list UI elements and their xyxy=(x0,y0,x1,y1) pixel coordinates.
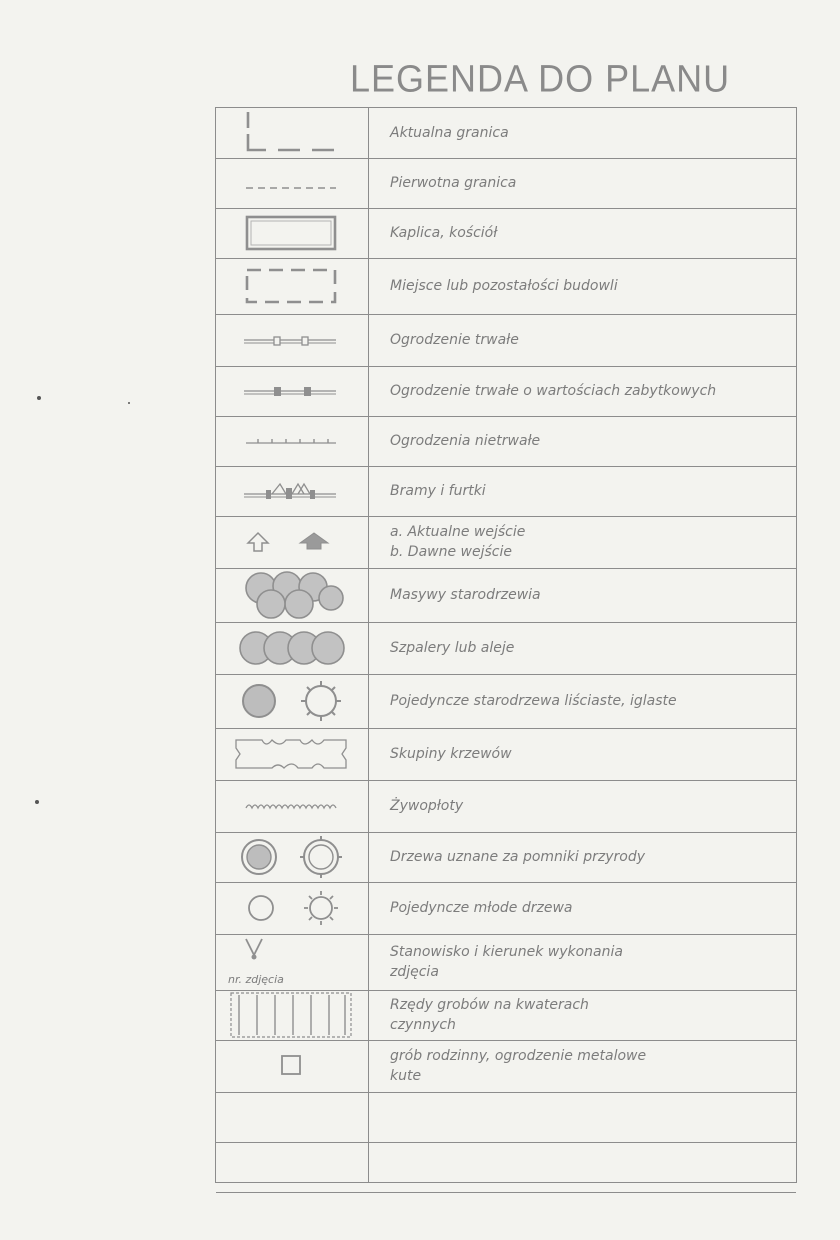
building-remains-icon xyxy=(216,258,368,314)
legend-row xyxy=(216,1040,796,1093)
legend-description xyxy=(390,1040,794,1092)
legend-row xyxy=(216,416,796,467)
empty-icon xyxy=(216,1192,368,1240)
historic-fence-icon xyxy=(216,366,368,416)
legend-description xyxy=(390,728,794,780)
legend-description xyxy=(390,882,794,934)
legend-description-line: Ogrodzenia nietrwałe xyxy=(390,433,541,449)
legend-description xyxy=(390,832,794,882)
old-tree-masses-icon xyxy=(216,568,368,622)
legend-description-line: Bramy i furtki xyxy=(390,483,486,499)
legend-row xyxy=(216,568,796,623)
legend-description-line: Kaplica, kościół xyxy=(390,225,498,241)
legend-description xyxy=(390,568,794,622)
monument-trees-icon xyxy=(216,832,368,882)
chapel-church-icon xyxy=(216,208,368,258)
current-border-icon xyxy=(216,108,368,158)
legend-description-line: Ogrodzenie trwałe o wartościach zabytkowych xyxy=(390,383,717,399)
legend-row xyxy=(216,258,796,315)
legend-description xyxy=(390,1092,794,1142)
margin-dot xyxy=(128,402,130,404)
legend-row xyxy=(216,728,796,781)
legend-description xyxy=(390,416,794,466)
legend-row xyxy=(216,158,796,209)
legend-row xyxy=(216,1092,796,1143)
legend-row xyxy=(216,1192,796,1240)
legend-description-line: Rzędy grobów na kwaterach xyxy=(390,997,589,1013)
legend-row xyxy=(216,466,796,517)
shrub-groups-icon xyxy=(216,728,368,780)
legend-row xyxy=(216,934,796,991)
legend-description xyxy=(390,208,794,258)
legend-description xyxy=(390,934,794,990)
legend-row xyxy=(216,622,796,675)
legend-description-line: Pierwotna granica xyxy=(390,175,517,191)
legend-description-line: Pojedyncze młode drzewa xyxy=(390,900,573,916)
legend-description xyxy=(390,1142,794,1192)
legend-description xyxy=(390,780,794,832)
legend-description-line: czynnych xyxy=(390,1017,456,1033)
legend-description-line: Skupiny krzewów xyxy=(390,746,512,762)
young-trees-icon xyxy=(216,882,368,934)
legend-description xyxy=(390,990,794,1040)
legend-description-line: zdjęcia xyxy=(390,964,439,980)
legend-description xyxy=(390,466,794,516)
legend-description-line: Szpalery lub aleje xyxy=(390,640,515,656)
legend-row xyxy=(216,674,796,729)
legend-row xyxy=(216,314,796,367)
legend-row xyxy=(216,208,796,259)
legend-row xyxy=(216,990,796,1041)
legend-description-line: Aktualna granica xyxy=(390,125,509,141)
legend-description-line: Pojedyncze starodrzewa liściaste, iglaste xyxy=(390,693,677,709)
legend-description-line: b. Dawne wejście xyxy=(390,544,512,560)
legend-row xyxy=(216,108,796,159)
legend-row xyxy=(216,882,796,935)
legend-description-line: grób rodzinny, ogrodzenie metalowe xyxy=(390,1048,647,1064)
family-grave-icon xyxy=(216,1040,368,1092)
legend-description xyxy=(390,366,794,416)
original-border-icon xyxy=(216,158,368,208)
legend-row xyxy=(216,832,796,883)
tree-rows-icon xyxy=(216,622,368,674)
page-title: LEGENDA DO PLANU xyxy=(350,56,731,100)
gates-icon xyxy=(216,466,368,516)
legend-description xyxy=(390,108,794,158)
legend-row xyxy=(216,366,796,417)
margin-dot xyxy=(37,396,41,400)
temporary-fence-icon xyxy=(216,416,368,466)
legend-description-line: Drzewa uznane za pomniki przyrody xyxy=(390,849,646,865)
legend-description xyxy=(390,258,794,314)
legend-description xyxy=(390,314,794,366)
single-old-trees-icon xyxy=(216,674,368,728)
empty-icon xyxy=(216,1092,368,1142)
photo-point-icon xyxy=(216,934,368,990)
legend-description-line: kute xyxy=(390,1068,422,1084)
entrances-icon xyxy=(216,516,368,568)
legend-description xyxy=(390,674,794,728)
legend-description-line: Masywy starodrzewia xyxy=(390,587,541,603)
margin-dot xyxy=(35,800,39,804)
empty-icon xyxy=(216,1142,368,1192)
legend-description-line: Miejsce lub pozostałości budowli xyxy=(390,278,618,294)
legend-description xyxy=(390,158,794,208)
legend-description xyxy=(390,622,794,674)
legend-description xyxy=(390,1192,794,1240)
legend-row xyxy=(216,516,796,569)
legend-row xyxy=(216,1142,796,1193)
legend-description-line: Żywopłoty xyxy=(390,798,464,814)
legend-description xyxy=(390,516,794,568)
legend-description-line: a. Aktualne wejście xyxy=(390,524,526,540)
grave-rows-icon xyxy=(216,990,368,1040)
photo-number-label: nr. zdjęcia xyxy=(228,973,284,986)
permanent-fence-icon xyxy=(216,314,368,366)
hedges-icon xyxy=(216,780,368,832)
legend-row xyxy=(216,780,796,833)
legend-description-line: Ogrodzenie trwałe xyxy=(390,332,519,348)
legend-table xyxy=(215,107,797,1183)
legend-description-line: Stanowisko i kierunek wykonania xyxy=(390,944,623,960)
